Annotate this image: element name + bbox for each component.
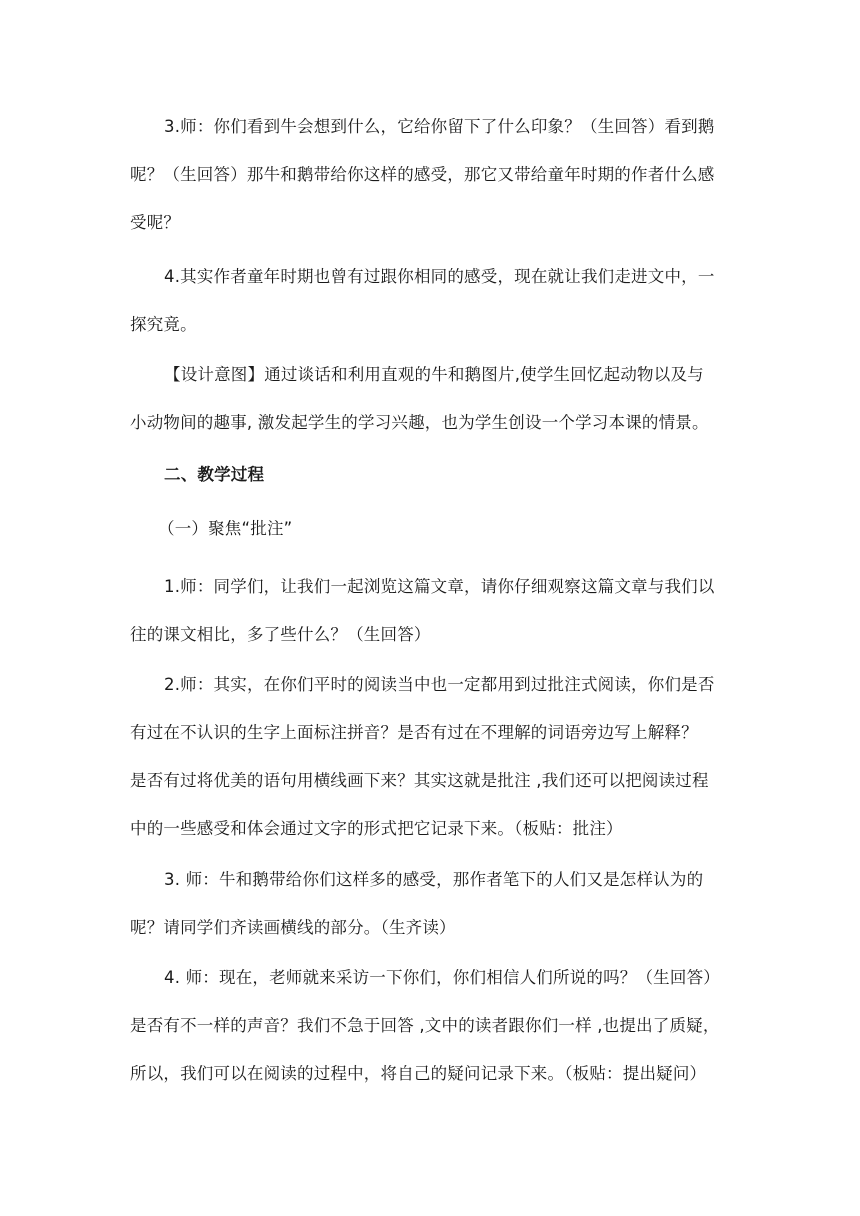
text-line: 所以，我们可以在阅读的过程中，将自己的疑问记录下来。（板贴：提出疑问） — [130, 1064, 707, 1083]
text-line: 探究竟。 — [130, 315, 197, 334]
paragraph-design-intent — [130, 351, 734, 447]
text-line: 受呢？ — [130, 213, 181, 232]
paragraph-step-4 — [130, 954, 734, 1098]
paragraph-step-1 — [130, 563, 734, 659]
heading-text: （一）聚焦“批注” — [158, 519, 293, 538]
text-line: 3. 师：牛和鹅带给你们这样多的感受，那作者笔下的人们又是怎样认为的 — [164, 870, 704, 889]
text-line: 往的课文相比，多了些什么？（生回答） — [130, 625, 431, 644]
text-line: 2.师：其实，在你们平时的阅读当中也一定都用到过批注式阅读，你们是否 — [164, 675, 715, 694]
paragraph-teacher-question-4 — [130, 253, 734, 349]
heading-text: 二、教学过程 — [164, 465, 265, 484]
text-line: 是否有过将优美的语句用横线画下来？其实这就是批注 ,我们还可以把阅读过程 — [130, 771, 709, 790]
section-heading-teaching-process — [130, 451, 734, 499]
text-line: 是否有不一样的声音？我们不急于回答 ,文中的读者跟你们一样 ,也提出了质疑， — [130, 1016, 720, 1035]
paragraph-step-3 — [130, 856, 734, 952]
text-line: 中的一些感受和体会通过文字的形式把它记录下来。（板贴：批注） — [130, 819, 623, 838]
text-line: 【设计意图】通过谈话和利用直观的牛和鹅图片,使学生回忆起动物以及与 — [164, 365, 704, 384]
text-line: 呢？请同学们齐读画横线的部分。（生齐读） — [130, 918, 456, 937]
text-line: 呢？（生回答）那牛和鹅带给你这样的感受，那它又带给童年时期的作者什么感 — [130, 165, 715, 184]
paragraph-step-2 — [130, 661, 734, 853]
text-line: 小动物间的趣事, 激发起学生的学习兴趣，也为学生创设一个学习本课的情景。 — [130, 413, 709, 432]
text-line: 3.师：你们看到牛会想到什么，它给你留下了什么印象？（生回答）看到鹅 — [164, 117, 715, 136]
subsection-heading-annotation — [130, 505, 734, 553]
paragraph-teacher-question-3 — [130, 103, 734, 247]
text-line: 1.师：同学们，让我们一起浏览这篇文章，请你仔细观察这篇文章与我们以 — [164, 577, 715, 596]
text-line: 4.其实作者童年时期也曾有过跟你相同的感受，现在就让我们走进文中，一 — [164, 267, 715, 286]
text-line: 4. 师：现在，老师就来采访一下你们，你们相信人们所说的吗？（生回答） — [164, 968, 720, 987]
text-line: 有过在不认识的生字上面标注拼音？是否有过在不理解的词语旁边写上解释？ — [130, 723, 698, 742]
